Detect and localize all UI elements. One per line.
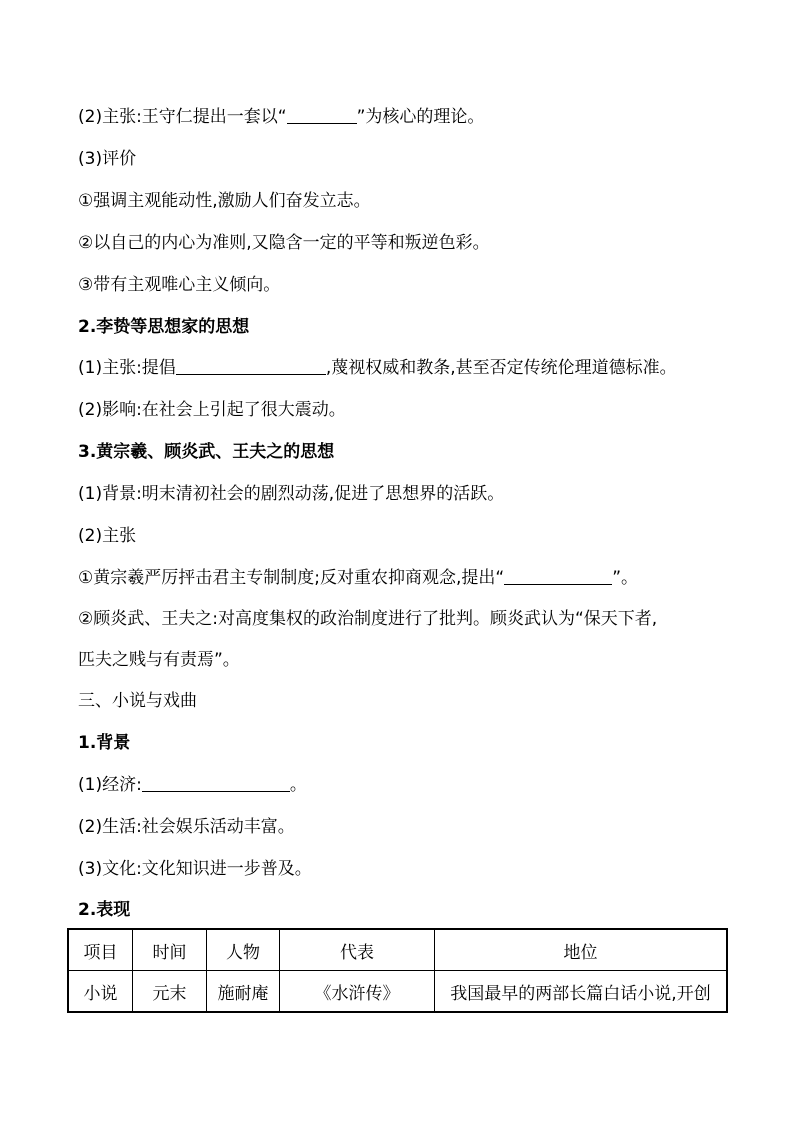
fill-blank bbox=[176, 357, 326, 375]
text-line-gu-wang: ②顾炎武、王夫之:对高度集权的政治制度进行了批判。顾炎武认为“保天下者, bbox=[78, 609, 658, 629]
text-line-eval-2: ②以自己的内心为准则,又隐含一定的平等和叛逆色彩。 bbox=[78, 233, 490, 253]
text-segment: ①黄宗羲严厉抨击君主专制制度;反对重农抑商观念,提出“ bbox=[78, 568, 505, 588]
table-cell: 元末 bbox=[133, 971, 207, 1013]
text-line-li-claim bbox=[78, 356, 677, 380]
text-line-economy bbox=[78, 773, 307, 797]
table-cell: 施耐庵 bbox=[207, 971, 280, 1013]
text-segment: (1)主张:提倡 bbox=[78, 358, 176, 378]
fill-blank bbox=[142, 774, 290, 792]
fill-blank bbox=[504, 567, 612, 585]
section-heading-li-zhi: 2.李贽等思想家的思想 bbox=[78, 317, 250, 337]
table-cell: 小说 bbox=[68, 971, 133, 1013]
table-cell: 《水浒传》 bbox=[280, 971, 435, 1013]
text-line-culture: (3)文化:文化知识进一步普及。 bbox=[78, 859, 312, 879]
table-cell: 我国最早的两部长篇白话小说,开创 bbox=[435, 971, 728, 1013]
text-line-huang bbox=[78, 566, 638, 590]
text-line-background: (1)背景:明末清初社会的剧烈动荡,促进了思想界的活跃。 bbox=[78, 484, 505, 504]
text-segment: (2)主张:王守仁提出一套以“ bbox=[78, 107, 287, 127]
table-header-cell: 人物 bbox=[207, 929, 280, 971]
text-segment: ”。 bbox=[612, 568, 638, 588]
text-line-evaluation: (3)评价 bbox=[78, 149, 137, 169]
text-line-life: (2)生活:社会娱乐活动丰富。 bbox=[78, 817, 295, 837]
section-heading-three-thinkers: 3.黄宗羲、顾炎武、王夫之的思想 bbox=[78, 442, 335, 462]
text-line-gu-quote: 匹夫之贱与有责焉”。 bbox=[78, 650, 240, 670]
table-header-cell: 项目 bbox=[68, 929, 133, 971]
text-line-wang-claim bbox=[78, 105, 484, 129]
section-heading-novels-drama: 三、小说与戏曲 bbox=[78, 691, 197, 711]
text-line-claims: (2)主张 bbox=[78, 526, 137, 546]
text-line-eval-3: ③带有主观唯心主义倾向。 bbox=[78, 275, 281, 295]
text-segment: 。 bbox=[289, 775, 307, 795]
text-segment: ”为核心的理论。 bbox=[356, 107, 485, 127]
text-segment: ,蔑视权威和教条,甚至否定传统伦理道德标准。 bbox=[325, 358, 677, 378]
table-header-cell: 地位 bbox=[435, 929, 728, 971]
literature-table bbox=[67, 928, 728, 1013]
table-header-cell: 代表 bbox=[280, 929, 435, 971]
table-row bbox=[68, 971, 727, 1013]
text-segment: (1)经济: bbox=[78, 775, 142, 795]
text-line-eval-1: ①强调主观能动性,激励人们奋发立志。 bbox=[78, 191, 371, 211]
fill-blank bbox=[287, 106, 357, 124]
table-header-cell: 时间 bbox=[133, 929, 207, 971]
section-heading-background: 1.背景 bbox=[78, 733, 131, 753]
table-header-row bbox=[68, 929, 727, 971]
text-line-li-impact: (2)影响:在社会上引起了很大震动。 bbox=[78, 400, 346, 420]
section-heading-manifestation: 2.表现 bbox=[78, 900, 131, 920]
